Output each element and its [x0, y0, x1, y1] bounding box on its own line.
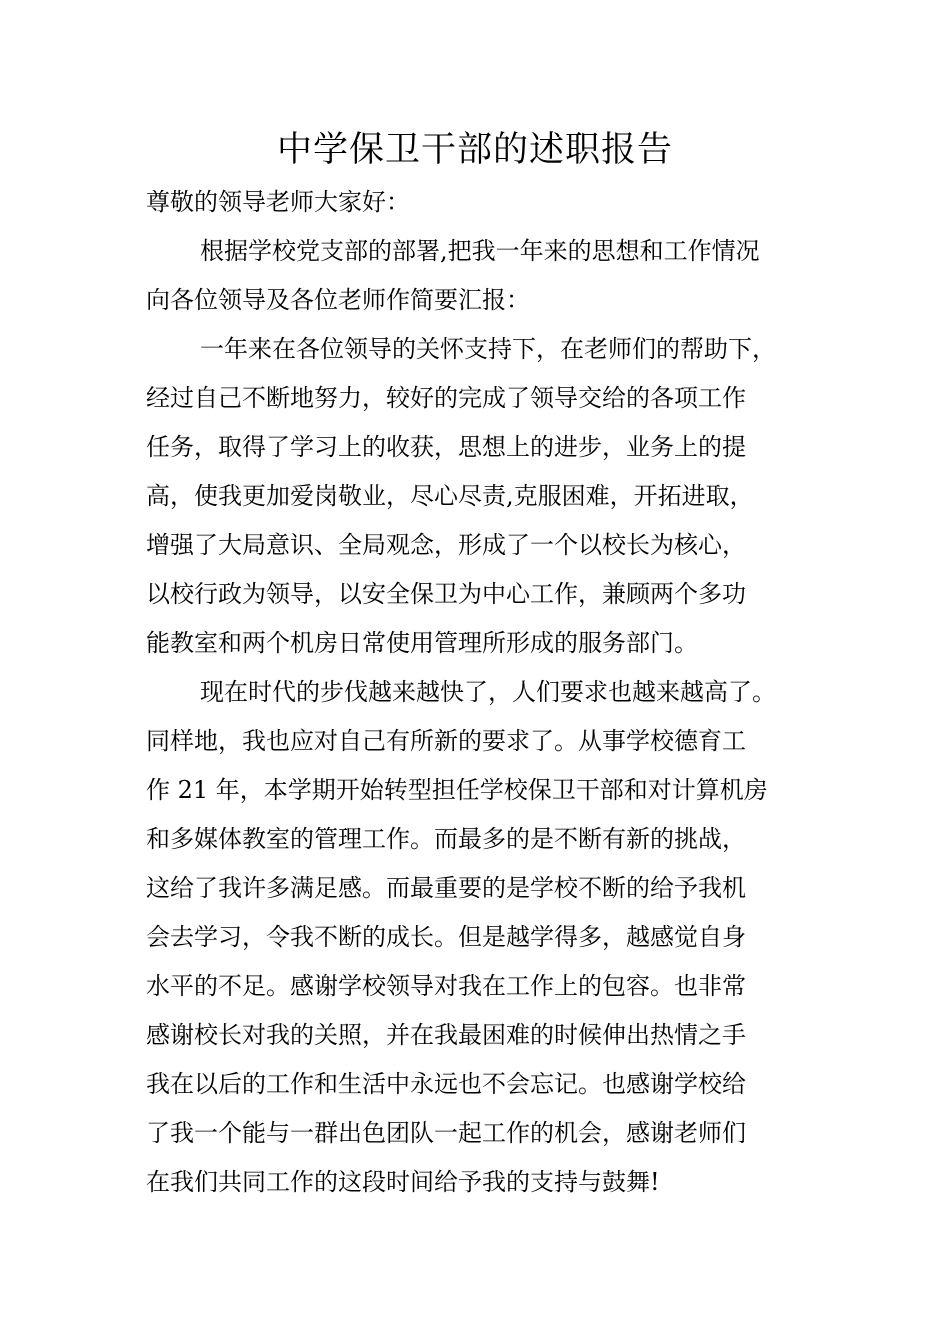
paragraph-line: 会去学习，令我不断的成长。但是越学得多，越感觉自身: [146, 923, 746, 951]
paragraph-line: 和多媒体教室的管理工作。而最多的是不断有新的挑战，: [146, 825, 746, 853]
paragraph-line: 能教室和两个机房日常使用管理所形成的服务部门。: [146, 629, 698, 657]
paragraph-line: 向各位领导及各位老师作简要汇报：: [146, 286, 530, 314]
salutation-line: 尊敬的领导老师大家好：: [146, 188, 410, 216]
document-title: 中学保卫干部的述职报告: [276, 130, 673, 170]
paragraph-line: 水平的不足。感谢学校领导对我在工作上的包容。也非常: [146, 972, 746, 1000]
paragraph-line: 在我们共同工作的这段时间给予我的支持与鼓舞!: [146, 1168, 660, 1196]
document-body: [146, 178, 816, 1207]
paragraph-line: 这给了我许多满足感。而最重要的是学校不断的给予我机: [146, 874, 746, 902]
paragraph-line: 任务，取得了学习上的收获，思想上的进步，业务上的提: [146, 433, 746, 461]
paragraph-line: 我在以后的工作和生活中永远也不会忘记。也感谢学校给: [146, 1070, 746, 1098]
paragraph-line: 增强了大局意识、全局观念，形成了一个以校长为核心，: [146, 531, 746, 559]
paragraph-line: 高，使我更加爱岗敬业，尽心尽责,克服困难，开拓进取，: [146, 482, 754, 510]
paragraph-line: 现在时代的步伐越来越快了，人们要求也越来越高了。: [200, 678, 776, 706]
paragraph-line: 经过自己不断地努力，较好的完成了领导交给的各项工作: [146, 384, 746, 412]
paragraph-line: 了我一个能与一群出色团队一起工作的机会，感谢老师们: [146, 1119, 746, 1147]
paragraph-line: 同样地，我也应对自己有所新的要求了。从事学校德育工: [146, 727, 746, 755]
paragraph-line: 一年来在各位领导的关怀支持下，在老师们的帮助下，: [200, 335, 776, 363]
paragraph-line: 以校行政为领导，以安全保卫为中心工作，兼顾两个多功: [146, 580, 746, 608]
paragraph-line: 感谢校长对我的关照，并在我最困难的时候伸出热情之手: [146, 1021, 746, 1049]
paragraph-line: 根据学校党支部的部署,把我一年来的思想和工作情况: [200, 237, 760, 265]
paragraph-line: 作 21 年，本学期开始转型担任学校保卫干部和对计算机房: [146, 776, 768, 804]
